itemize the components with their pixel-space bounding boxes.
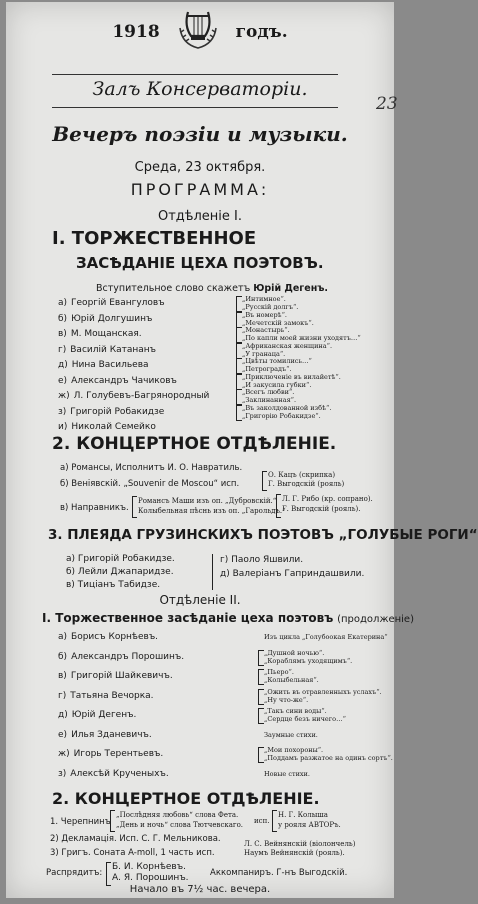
item-letter-name <box>58 407 164 417</box>
item-letter-name <box>58 671 173 681</box>
concert2-line3-performers <box>244 840 355 858</box>
poem-title: „У гранаца“. <box>242 349 286 358</box>
item-letter: д) <box>58 360 68 370</box>
poem-titles <box>264 707 346 723</box>
item-letter: з) <box>58 768 67 779</box>
item-letter-name <box>58 710 136 720</box>
start-time: Начало въ 7½ час. вечера. <box>129 884 271 895</box>
accompanist: Аккомпаниръ. Г-нъ Выгодскій. <box>210 868 348 878</box>
item-letter: в) <box>58 671 67 681</box>
poem-title: „Ну что-же“. <box>264 695 309 704</box>
intro-text: Вступительное слово скажетъ <box>96 283 251 294</box>
poem-title: Изъ цикла „Голубоокая Екатерина“ <box>264 633 388 641</box>
poem-title: „Такъ сини воды“. <box>264 707 327 715</box>
poem-title: „Мои похороны“. <box>264 746 324 754</box>
poet-name: Илья Зданевичъ. <box>71 729 152 740</box>
item-letter: ж) <box>58 391 70 401</box>
poem-title: Заумные стихи. <box>264 730 318 739</box>
lyre-emblem <box>176 6 220 52</box>
poem-title: „Цвѣты томились…“ <box>242 357 312 365</box>
item-letter-name <box>58 730 152 740</box>
item-letter: в) <box>58 329 67 339</box>
item-letter: е) <box>58 375 68 386</box>
item-letter-name <box>58 376 177 386</box>
part2-heading-note: (продолженіе) <box>337 614 414 625</box>
item-letter-name <box>58 345 156 355</box>
work-line: Колыбельная пѣснь изъ оп. „Гарольдъ.“ <box>138 507 286 515</box>
event-title: Вечеръ поэзіи и музыки. <box>52 122 348 146</box>
bracket <box>106 862 111 886</box>
section2-item-a: а) Романсы, Исполнитъ И. О. Навратиль. <box>60 463 243 473</box>
poet-name: Николай Семейко <box>71 422 156 432</box>
item-letter: б) <box>58 313 68 324</box>
intro-speaker: Юрій Дегенъ. <box>253 283 329 294</box>
section2-item-b-performers <box>268 471 344 489</box>
poem-title: „Колыбельная“. <box>264 676 319 684</box>
item-letter-name <box>58 749 163 759</box>
column-divider <box>212 554 213 590</box>
part2-heading-line <box>42 611 414 625</box>
steward: Б. И. Корнѣевъ. <box>112 862 186 872</box>
item-letter-name <box>58 360 149 370</box>
performer-line: Наумъ Вейнянскій (рояль). <box>244 849 345 857</box>
poet-name: Л. Голубевъ-Багрянородный <box>73 391 210 401</box>
performer-line: Г. Выгодскій (рояль). <box>282 505 361 513</box>
poem-title: „Въ номерѣ“. <box>242 310 287 319</box>
year: 1918 <box>112 22 160 42</box>
concert2-heading: 2. КОНЦЕРТНОЕ ОТДѢЛЕНІЕ. <box>52 789 320 808</box>
poem-titles <box>264 770 310 778</box>
poem-title: „Заклинанная“. <box>242 396 297 404</box>
poet-name: Юрій Долгушинъ <box>71 313 153 324</box>
item-letter: и) <box>58 422 68 432</box>
item-letter-name <box>58 314 152 324</box>
hall-name: Залъ Консерваторіи. <box>92 78 308 100</box>
program-heading: ПРОГРАММА: <box>130 180 270 199</box>
poem-title: „Всегъ любви“. <box>242 388 295 396</box>
poem-titles <box>264 731 318 739</box>
poem-titles <box>242 295 298 311</box>
list-item <box>46 688 386 706</box>
poet-name: Татьяна Вечорка. <box>70 690 154 701</box>
item-letter: з) <box>58 406 67 417</box>
poet: г) Паоло Яшвили. <box>220 555 304 565</box>
poet-name: М. Мощанская. <box>70 329 142 339</box>
steward: А. Я. Порошинъ. <box>112 873 189 883</box>
section2-item-b: б) Веніявскій. „Souvenir de Moscou“ исп. <box>60 479 240 489</box>
poem-titles <box>242 326 361 342</box>
poem-title: „Кораблямъ уходящимъ“. <box>264 656 353 665</box>
item-letter-name <box>58 391 209 401</box>
item-letter: б) <box>58 651 68 662</box>
concert2-line1: 1. Черепнинъ <box>50 817 111 827</box>
poem-titles <box>242 404 331 420</box>
poet-name: Василій Катананъ <box>70 344 157 355</box>
concert2-line1-performers <box>278 810 341 830</box>
stewards-label: Распрядитъ: <box>46 868 103 878</box>
handwritten-number: 23 <box>376 94 398 114</box>
poem-titles <box>264 649 352 665</box>
concert2-line1-works <box>116 810 243 830</box>
poem-titles <box>264 633 388 641</box>
performer-line: у рояля АВТОРъ. <box>278 821 341 829</box>
list-item <box>46 766 386 784</box>
work-line: „День и ночь“ слова Тютчевскаго. <box>116 821 244 829</box>
concert2-line1-mid: исп. <box>254 817 270 825</box>
section2-heading: 2. КОНЦЕРТНОЕ ОТДѢЛЕНІЕ. <box>52 434 337 454</box>
poem-title: „Приключеніе въ вилайетѣ“. <box>242 372 341 381</box>
performer-piano: Г. Выгодскій (рояль) <box>268 480 345 488</box>
bracket <box>272 810 277 832</box>
poet: б) Лейли Джапаридзе. <box>66 567 174 577</box>
item-letter-name <box>58 652 184 662</box>
poet-name: Александръ Порошинъ. <box>71 651 185 662</box>
poem-titles <box>264 688 382 704</box>
item-letter: г) <box>58 344 67 355</box>
event-date: Среда, 23 октября. <box>134 160 266 175</box>
list-item <box>46 629 386 647</box>
concert2-line2: 2) Декламація. Исп. С. Г. Мельникова. <box>50 834 221 844</box>
performer-line: Л. Г. Рибо (кр. сопрано). <box>282 495 373 503</box>
list-item <box>46 707 386 725</box>
part2-label: Отдѣленіе II. <box>159 593 241 607</box>
poet-name: Александръ Чачиковъ <box>71 375 177 386</box>
poem-titles <box>264 668 319 684</box>
work-line: Романсъ Маши изъ оп. „Дубровскій.“ <box>138 497 277 505</box>
part2-heading: I. Торжественное засѣданіе цеха поэтовъ <box>42 611 334 625</box>
poet-name: Георгій Евангуловъ <box>71 298 165 308</box>
list-item <box>46 649 386 667</box>
poem-title: „Монастырь“. <box>242 326 290 334</box>
section1-heading-line2: ЗАСѢДАНІЕ ЦЕХА ПОЭТОВЪ. <box>76 254 324 272</box>
poem-title: „Сердце безъ ничего…“ <box>264 715 346 723</box>
poem-titles <box>242 342 332 358</box>
section1-heading-line1: I. ТОРЖЕСТВЕННОЕ <box>52 228 257 249</box>
program-poster <box>6 2 478 898</box>
poet-name: Борисъ Корнѣевъ. <box>71 632 159 642</box>
poem-title: „Поддамъ разжатое на одинъ сортъ“. <box>264 754 393 762</box>
list-item <box>46 668 386 686</box>
poem-title: „Интимное“. <box>242 295 286 303</box>
poet-name: Игорь Терентьевъ. <box>73 749 164 759</box>
item-letter: а) <box>58 298 68 308</box>
poem-title: „Петроградъ“. <box>242 365 292 373</box>
poem-title: „Африканская женщина“. <box>242 341 333 350</box>
item-letter-name <box>58 691 154 701</box>
poem-titles <box>242 357 312 373</box>
performer-violin: О. Кацъ (скрипка) <box>268 471 336 479</box>
poem-titles <box>242 373 341 389</box>
poet-name: Нина Васильева <box>71 360 149 370</box>
bracket <box>132 496 137 518</box>
bracket <box>276 494 281 518</box>
item-letter-name <box>58 422 156 432</box>
poem-title: „И закусила губки“. <box>242 380 312 389</box>
stewards <box>112 862 189 884</box>
section2-item-v-performers <box>282 494 373 514</box>
item-letter-name <box>58 329 142 339</box>
item-letter: е) <box>58 729 68 740</box>
section3-heading: 3. ПЛЕЯДА ГРУЗИНСКИХЪ ПОЭТОВЪ „ГОЛУБЫЕ РОГИ“ <box>48 527 478 543</box>
year-suffix: годъ. <box>235 22 288 42</box>
poem-titles <box>264 746 393 762</box>
poet: а) Григорій Робакидзе. <box>66 554 175 564</box>
poet-name: Григорій Шайкевичъ. <box>70 671 173 681</box>
bracket <box>262 471 267 491</box>
item-letter: д) <box>58 710 68 720</box>
list-item <box>46 727 386 745</box>
poet-name: Алексѣй Крученыхъ. <box>70 768 169 779</box>
performer-line: Л. С. Вейнянскій (віолончель) <box>244 840 356 848</box>
performer-line: Н. Г. Колыша <box>278 811 328 819</box>
poem-title: „По капли моей жизни уходятъ…“ <box>242 334 361 342</box>
item-letter-name <box>58 632 158 642</box>
poem-title: Новые стихи. <box>264 769 310 778</box>
section3-left <box>66 553 175 592</box>
poet-name: Юрій Дегенъ. <box>71 710 137 720</box>
item-letter-name <box>58 769 169 779</box>
poem-title: „Ожить въ отравленныхъ услахъ“. <box>264 687 382 696</box>
bracket <box>110 810 115 832</box>
poem-title: „Душной ночью“. <box>264 648 325 657</box>
poet-name: Григорій Робакидзе <box>70 406 165 417</box>
section1-intro <box>96 283 328 294</box>
part1-label: Отдѣленіе I. <box>157 209 243 224</box>
poem-title: „Русскій долгъ“. <box>242 303 299 311</box>
item-letter: ж) <box>58 749 70 759</box>
concert2-line3: 3) Григъ. Соната A-moll, 1 часть исп. <box>50 848 215 858</box>
poem-title: „Пьеро“. <box>264 668 294 676</box>
section3-right <box>220 553 364 581</box>
list-item <box>46 746 393 764</box>
poem-title: „Мечетскій замокъ“. <box>242 318 314 327</box>
poet: в) Тиціанъ Табидзе. <box>66 580 161 590</box>
section2-item-v-works <box>138 496 286 516</box>
item-letter: г) <box>58 690 67 701</box>
item-letter-name <box>58 298 165 308</box>
work-line: „Послѣдняя любовь“ слова Фета. <box>116 811 239 819</box>
poem-titles <box>242 388 296 404</box>
poem-title: „Григорію Робакидзе“. <box>242 411 321 420</box>
poet: д) Валеріанъ Гаприндашвили. <box>220 569 365 579</box>
item-letter: а) <box>58 632 68 642</box>
poem-title: „Въ заколдованной избѣ“. <box>242 403 332 412</box>
poem-titles <box>242 311 314 327</box>
section2-item-v: в) Направникъ. <box>60 503 129 513</box>
